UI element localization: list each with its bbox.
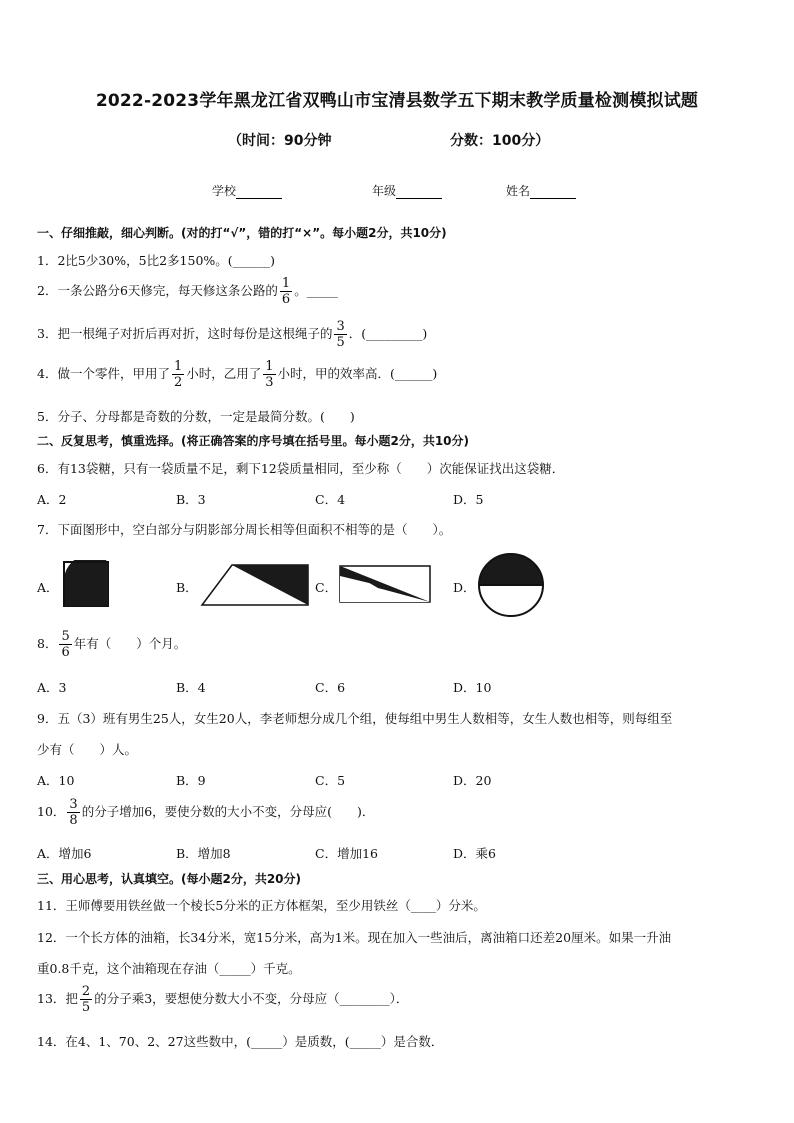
- q13-numerator: 2: [81, 984, 91, 999]
- question-1: 1．2比5少30%，5比2多150%。(______): [37, 253, 276, 268]
- q7-option-d[interactable]: D．: [453, 580, 476, 595]
- question-9-line1: 9．五（3）班有男生25人，女生20人，李老师想分成几个组，使每组中男生人数相等，女生人数也相等，则每组至: [37, 711, 673, 726]
- q7-figure-b: [200, 562, 310, 608]
- name-label: 姓名: [506, 184, 531, 198]
- q8-numerator: 5: [61, 629, 70, 644]
- section3-heading: 三、用心思考，认真填空。(每小题2分，共20分): [37, 872, 302, 886]
- q8-option-b[interactable]: B．4: [176, 680, 206, 695]
- q8-option-c[interactable]: C．6: [315, 680, 346, 695]
- q4-text: 4．做一个零件，甲用了: [37, 366, 170, 381]
- q9-option-b[interactable]: B．9: [176, 773, 206, 788]
- q2-numerator: 1: [281, 276, 291, 291]
- name-blank[interactable]: [530, 186, 576, 199]
- section1-heading: 一、仔细推敲，细心判断。(对的打“√”，错的打“×”。每小题2分，共10分): [37, 226, 447, 240]
- question-6: 6．有13袋糖，只有一袋质量不足，剩下12袋质量相同，至少称（ ）次能保证找出这袋糖．: [37, 461, 565, 476]
- q2-denominator: 6: [281, 292, 291, 307]
- q3-fraction: [334, 320, 346, 349]
- grade-field[interactable]: [372, 182, 442, 199]
- q3-tail: ．(_________): [348, 326, 428, 341]
- page-title: 2022-2023学年黑龙江省双鸭山市宝清县数学五下期末教学质量检测模拟试题: [95, 91, 699, 111]
- q4-fraction-a: [172, 360, 184, 389]
- q4-numerator-a: 1: [173, 359, 183, 374]
- q7-option-a[interactable]: A．: [37, 580, 59, 595]
- q13-denominator: 5: [81, 1000, 91, 1015]
- q9-option-a[interactable]: A．10: [37, 773, 75, 788]
- q10-denominator: 8: [69, 813, 78, 828]
- question-3: [37, 320, 427, 349]
- question-2: [37, 277, 338, 306]
- q7-option-b[interactable]: B．: [176, 580, 198, 595]
- question-4: [37, 360, 437, 389]
- q8-text: 年有（ ）个月。: [73, 636, 187, 651]
- grade-label: 年级: [372, 184, 397, 198]
- question-12-line1: 12．一个长方体的油箱，长34分米，宽15分米，高为1米。现在加入一些油后，离油箱口还差20厘米。如果一升油: [37, 930, 672, 945]
- q13-tail: 的分子乘3，要想使分数大小不变，分母应（________）．: [94, 991, 409, 1006]
- q2-text: 2．一条公路分6天修完，每天修这条公路的: [37, 283, 278, 298]
- q10-option-b[interactable]: B．增加8: [176, 846, 231, 861]
- q4-mid: 小时，乙用了: [186, 366, 262, 381]
- q9-option-c[interactable]: C．5: [315, 773, 346, 788]
- q10-option-d[interactable]: D．乘6: [453, 846, 496, 861]
- exam-score: 分数：100分）: [450, 133, 550, 149]
- question-5: 5．分子、分母都是奇数的分数，一定是最简分数。( ): [37, 409, 355, 424]
- q9-option-d[interactable]: D．20: [453, 773, 492, 788]
- q8-fraction: [59, 630, 71, 659]
- q3-text: 3．把一根绳子对折后再对折，这时每份是这根绳子的: [37, 326, 333, 341]
- question-11: 11．王师傅要用铁丝做一个棱长5分米的正方体框架，至少用铁丝（____）分米。: [37, 898, 486, 913]
- name-field[interactable]: [506, 182, 576, 199]
- q4-numerator-b: 1: [265, 359, 274, 374]
- q10-numerator: 3: [69, 797, 78, 812]
- q2-fraction: [280, 277, 292, 306]
- q10-fraction: [67, 798, 79, 827]
- q7-figure-a: [62, 560, 112, 610]
- q8-number: 8．: [37, 636, 58, 651]
- exam-time: （时间：90分钟: [228, 133, 332, 149]
- grade-blank[interactable]: [396, 186, 442, 199]
- q10-number: 10．: [37, 804, 66, 819]
- q10-option-a[interactable]: A．增加6: [37, 846, 92, 861]
- question-7: 7．下面图形中，空白部分与阴影部分周长相等但面积不相等的是（ ）。: [37, 522, 452, 537]
- q7-figure-c: [338, 564, 432, 604]
- question-9-line2: 少有（ ）人。: [37, 742, 138, 757]
- q6-option-a[interactable]: A．2: [37, 492, 67, 507]
- q6-option-b[interactable]: B．3: [176, 492, 206, 507]
- q4-tail: 小时，甲的效率高．(______): [277, 366, 438, 381]
- question-13: [37, 985, 408, 1014]
- q4-denominator-a: 2: [173, 375, 183, 390]
- question-10: [37, 798, 374, 827]
- school-field[interactable]: [212, 182, 282, 199]
- question-14: 14．在4、1、70、2、27这些数中，(_____）是质数，(_____）是合数．: [37, 1034, 444, 1049]
- q3-numerator: 3: [336, 319, 345, 334]
- q4-fraction-b: [263, 360, 275, 389]
- q7-figure-d: [476, 552, 546, 618]
- q8-denominator: 6: [61, 645, 70, 660]
- q13-text: 13．把: [37, 991, 78, 1006]
- q4-denominator-b: 3: [265, 375, 274, 390]
- q10-text: 的分子增加6，要使分数的大小不变，分母应( )．: [81, 804, 375, 819]
- q13-fraction: [80, 985, 92, 1014]
- q6-option-d[interactable]: D．5: [453, 492, 484, 507]
- q10-option-c[interactable]: C．增加16: [315, 846, 378, 861]
- section2-heading: 二、反复思考，慎重选择。(将正确答案的序号填在括号里。每小题2分，共10分): [37, 434, 470, 448]
- school-label: 学校: [212, 184, 237, 198]
- q7-option-c[interactable]: C．: [315, 580, 338, 595]
- school-blank[interactable]: [236, 186, 282, 199]
- q8-option-d[interactable]: D．10: [453, 680, 492, 695]
- question-8: [37, 630, 186, 659]
- q6-option-c[interactable]: C．4: [315, 492, 346, 507]
- question-12-line2: 重0.8千克，这个油箱现在存油（_____）千克。: [37, 961, 301, 976]
- q8-option-a[interactable]: A．3: [37, 680, 67, 695]
- q3-denominator: 5: [336, 335, 345, 350]
- q2-tail: 。_____: [294, 283, 338, 298]
